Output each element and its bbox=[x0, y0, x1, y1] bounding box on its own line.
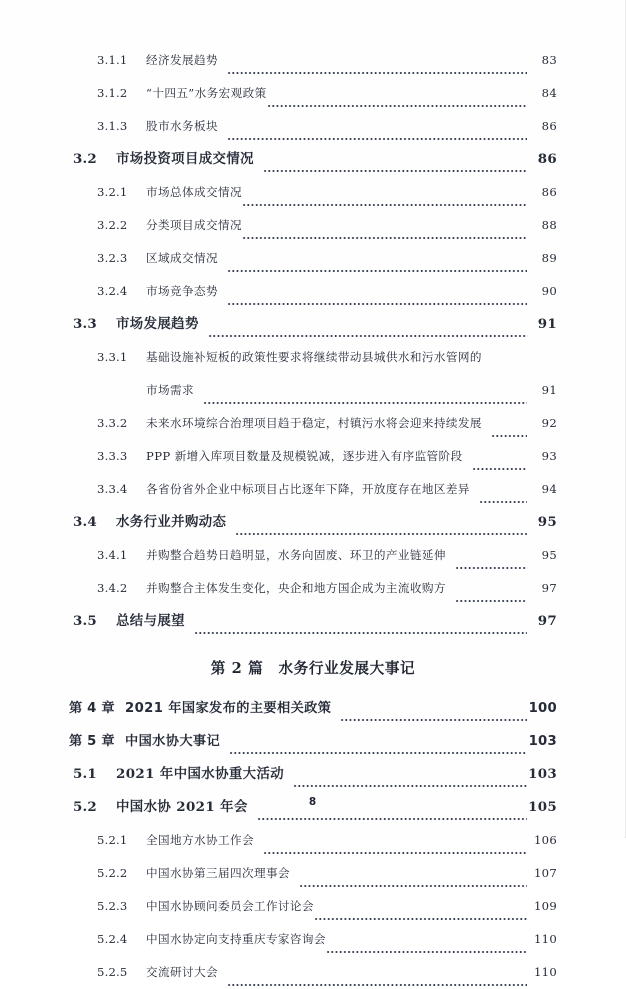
toc-entry[interactable] bbox=[0, 572, 626, 605]
toc-dot-leader bbox=[257, 811, 527, 824]
toc-entry-number: 5.2.3 bbox=[97, 899, 128, 913]
toc-entry-page-number: 109 bbox=[533, 899, 557, 913]
toc-entry-page-number: 86 bbox=[537, 151, 557, 167]
toc-dot-leader bbox=[482, 362, 527, 374]
toc-dot-leader bbox=[227, 296, 527, 308]
toc-entry[interactable] bbox=[0, 473, 626, 506]
toc-entry[interactable] bbox=[0, 890, 626, 923]
toc-entry-page-number: 83 bbox=[541, 53, 557, 67]
toc-entry[interactable] bbox=[0, 110, 626, 143]
toc-entry-page-number: 100 bbox=[528, 701, 557, 716]
toc-entry-title: 中国水协第三届四次理事会 bbox=[146, 866, 290, 880]
toc-entry-number: 5.2.2 bbox=[97, 866, 128, 880]
toc-entry[interactable] bbox=[0, 725, 626, 758]
toc-entry-number: 5.2.4 bbox=[97, 932, 128, 946]
toc-dot-leader bbox=[299, 878, 527, 890]
toc-entry-page-number: 89 bbox=[541, 251, 557, 265]
toc-entry[interactable] bbox=[0, 407, 626, 440]
toc-entry-title: 交流研讨大会 bbox=[146, 965, 218, 979]
toc-dot-leader bbox=[227, 977, 527, 989]
toc-entry-number: 3.1.3 bbox=[97, 119, 128, 133]
toc-entry-title: 全国地方水协工作会 bbox=[146, 833, 254, 847]
toc-dot-leader bbox=[479, 494, 527, 506]
toc-entry[interactable] bbox=[0, 176, 626, 209]
toc-entry-title: 总结与展望 bbox=[116, 613, 185, 629]
toc-entry[interactable] bbox=[0, 308, 626, 341]
toc-entry-title: 2021 年中国水协重大活动 bbox=[116, 766, 285, 782]
toc-entry[interactable] bbox=[0, 374, 626, 407]
toc-entry-number: 3.1.2 bbox=[97, 86, 128, 100]
toc-entry-title: 市场需求 bbox=[146, 383, 194, 397]
toc-entry[interactable] bbox=[0, 506, 626, 539]
toc-entry-number: 3.3 bbox=[73, 316, 97, 332]
toc-entry-title: 各省份省外企业中标项目占比逐年下降，开放度存在地区差异 bbox=[146, 482, 470, 496]
toc-entry[interactable] bbox=[0, 275, 626, 308]
toc-entry-number: 5.2.1 bbox=[97, 833, 128, 847]
toc-entry[interactable] bbox=[0, 341, 626, 374]
toc-entry-number: 3.2 bbox=[73, 151, 97, 167]
toc-entry-title: “十四五”水务宏观政策 bbox=[146, 86, 267, 100]
toc-entry-number: 3.2.1 bbox=[97, 185, 128, 199]
toc-entry-number: 3.2.2 bbox=[97, 218, 128, 232]
toc-dot-leader bbox=[235, 526, 527, 539]
toc-entry[interactable] bbox=[0, 539, 626, 572]
toc-dot-leader bbox=[293, 778, 527, 791]
toc-dot-leader bbox=[263, 163, 527, 176]
toc-entry-title: 中国水协大事记 bbox=[125, 734, 221, 749]
toc-entry-number: 第 4 章 bbox=[69, 701, 115, 716]
toc-dot-leader bbox=[326, 944, 527, 956]
toc-dot-leader bbox=[472, 461, 527, 473]
toc-entry-title: 中国水协定向支持重庆专家咨询会 bbox=[146, 932, 326, 946]
toc-entry-title: 经济发展趋势 bbox=[146, 53, 218, 67]
toc-entry-title: 基础设施补短板的政策性要求将继续带动县城供水和污水管网的 bbox=[146, 350, 482, 364]
toc-entry-number: 第 5 章 bbox=[69, 734, 115, 749]
toc-entry-title: 市场总体成交情况 bbox=[146, 185, 242, 199]
toc-entry[interactable] bbox=[0, 44, 626, 77]
toc-entry-title: 并购整合趋势日趋明显，水务向固废、环卫的产业链延伸 bbox=[146, 548, 446, 562]
toc-entry-title: 市场竞争态势 bbox=[146, 284, 218, 298]
toc-dot-leader bbox=[227, 65, 527, 77]
toc-entry-title: 分类项目成交情况 bbox=[146, 218, 242, 232]
toc-entry-page-number: 110 bbox=[533, 965, 557, 979]
toc-entry[interactable] bbox=[0, 440, 626, 473]
toc-entry-page-number: 91 bbox=[541, 383, 557, 397]
toc-entry-page-number: 106 bbox=[533, 833, 557, 847]
toc-entry-number: 5.2.5 bbox=[97, 965, 128, 979]
toc-entry-page-number: 92 bbox=[541, 416, 557, 430]
toc-dot-leader bbox=[263, 845, 527, 857]
toc-entry-page-number: 91 bbox=[537, 316, 557, 332]
toc-entry-page-number: 97 bbox=[537, 613, 557, 629]
toc-entry-number: 3.1.1 bbox=[97, 53, 128, 67]
toc-entry[interactable] bbox=[0, 824, 626, 857]
part-heading-2: 第 2 篇 水务行业发展大事记 bbox=[210, 660, 416, 677]
toc-entry-page-number: 95 bbox=[537, 514, 557, 530]
toc-entry-page-number: 94 bbox=[541, 482, 557, 496]
toc-entry-title: PPP 新增入库项目数量及规模锐减，逐步进入有序监管阶段 bbox=[146, 449, 463, 463]
toc-entry-title: 区域成交情况 bbox=[146, 251, 218, 265]
toc-entry-number: 3.4 bbox=[73, 514, 97, 530]
toc-dot-leader bbox=[242, 197, 527, 209]
toc-entry-number: 3.2.4 bbox=[97, 284, 128, 298]
toc-group-chapter-3 bbox=[0, 44, 626, 638]
toc-entry[interactable] bbox=[0, 758, 626, 791]
toc-group-part-2 bbox=[0, 692, 626, 989]
toc-dot-leader bbox=[340, 712, 527, 725]
toc-dot-leader bbox=[194, 625, 527, 638]
toc-entry-number: 3.4.1 bbox=[97, 548, 128, 562]
toc-entry-title: 中国水协顾问委员会工作讨论会 bbox=[146, 899, 314, 913]
toc-entry[interactable] bbox=[0, 209, 626, 242]
toc-dot-leader bbox=[314, 911, 527, 923]
toc-entry-number: 3.4.2 bbox=[97, 581, 128, 595]
toc-entry[interactable] bbox=[0, 605, 626, 638]
toc-entry[interactable] bbox=[0, 242, 626, 275]
toc-entry-page-number: 103 bbox=[528, 766, 557, 782]
toc-dot-leader bbox=[208, 328, 527, 341]
toc-entry-page-number: 95 bbox=[541, 548, 557, 562]
toc-entry-title: 市场投资项目成交情况 bbox=[116, 151, 254, 167]
toc-entry-title: 并购整合主体发生变化，央企和地方国企成为主流收购方 bbox=[146, 581, 446, 595]
toc-entry-number: 3.5 bbox=[73, 613, 97, 629]
toc-entry-page-number: 84 bbox=[541, 86, 557, 100]
toc-entry-page-number: 107 bbox=[533, 866, 557, 880]
toc-dot-leader bbox=[455, 593, 527, 605]
toc-entry-page-number: 97 bbox=[541, 581, 557, 595]
toc-entry-page-number: 103 bbox=[528, 734, 557, 749]
toc-entry-page-number: 93 bbox=[541, 449, 557, 463]
toc-dot-leader bbox=[455, 560, 527, 572]
toc-entry-title: 中国水协 2021 年会 bbox=[116, 799, 248, 815]
toc-entry[interactable] bbox=[0, 692, 626, 725]
toc-entry[interactable] bbox=[0, 857, 626, 890]
toc-entry-number: 3.3.2 bbox=[97, 416, 128, 430]
toc-entry-title: 未来水环境综合治理项目趋于稳定，村镇污水将会迎来持续发展 bbox=[146, 416, 482, 430]
toc-entry-title: 股市水务板块 bbox=[146, 119, 218, 133]
toc-dot-leader bbox=[242, 230, 527, 242]
toc-entry-title: 2021 年国家发布的主要相关政策 bbox=[125, 701, 332, 716]
toc-entry-number: 5.1 bbox=[73, 766, 97, 782]
toc-dot-leader bbox=[227, 263, 527, 275]
toc-dot-leader bbox=[491, 428, 527, 440]
toc-entry-page-number: 105 bbox=[528, 799, 557, 815]
toc-entry[interactable] bbox=[0, 77, 626, 110]
toc-entry-number: 3.3.3 bbox=[97, 449, 128, 463]
toc-entry-title: 水务行业并购动态 bbox=[116, 514, 227, 530]
toc-entry-number: 3.3.4 bbox=[97, 482, 128, 496]
toc-entry-title: 市场发展趋势 bbox=[116, 316, 199, 332]
toc-entry-number: 5.2 bbox=[73, 799, 97, 815]
page-folio-number: 8 bbox=[308, 796, 317, 808]
toc-entry-page-number: 90 bbox=[541, 284, 557, 298]
toc-dot-leader bbox=[267, 98, 527, 110]
toc-dot-leader bbox=[203, 395, 527, 407]
toc-entry[interactable] bbox=[0, 956, 626, 989]
toc-entry-page-number: 86 bbox=[541, 119, 557, 133]
toc-entry[interactable] bbox=[0, 923, 626, 956]
toc-entry-page-number: 86 bbox=[541, 185, 557, 199]
toc-entry-page-number: 110 bbox=[533, 932, 557, 946]
toc-entry-number: 3.2.3 bbox=[97, 251, 128, 265]
toc-dot-leader bbox=[229, 745, 527, 758]
toc-entry[interactable] bbox=[0, 143, 626, 176]
toc-entry-number: 3.3.1 bbox=[97, 350, 128, 364]
toc-dot-leader bbox=[227, 131, 527, 143]
toc-entry-page-number: 88 bbox=[541, 218, 557, 232]
